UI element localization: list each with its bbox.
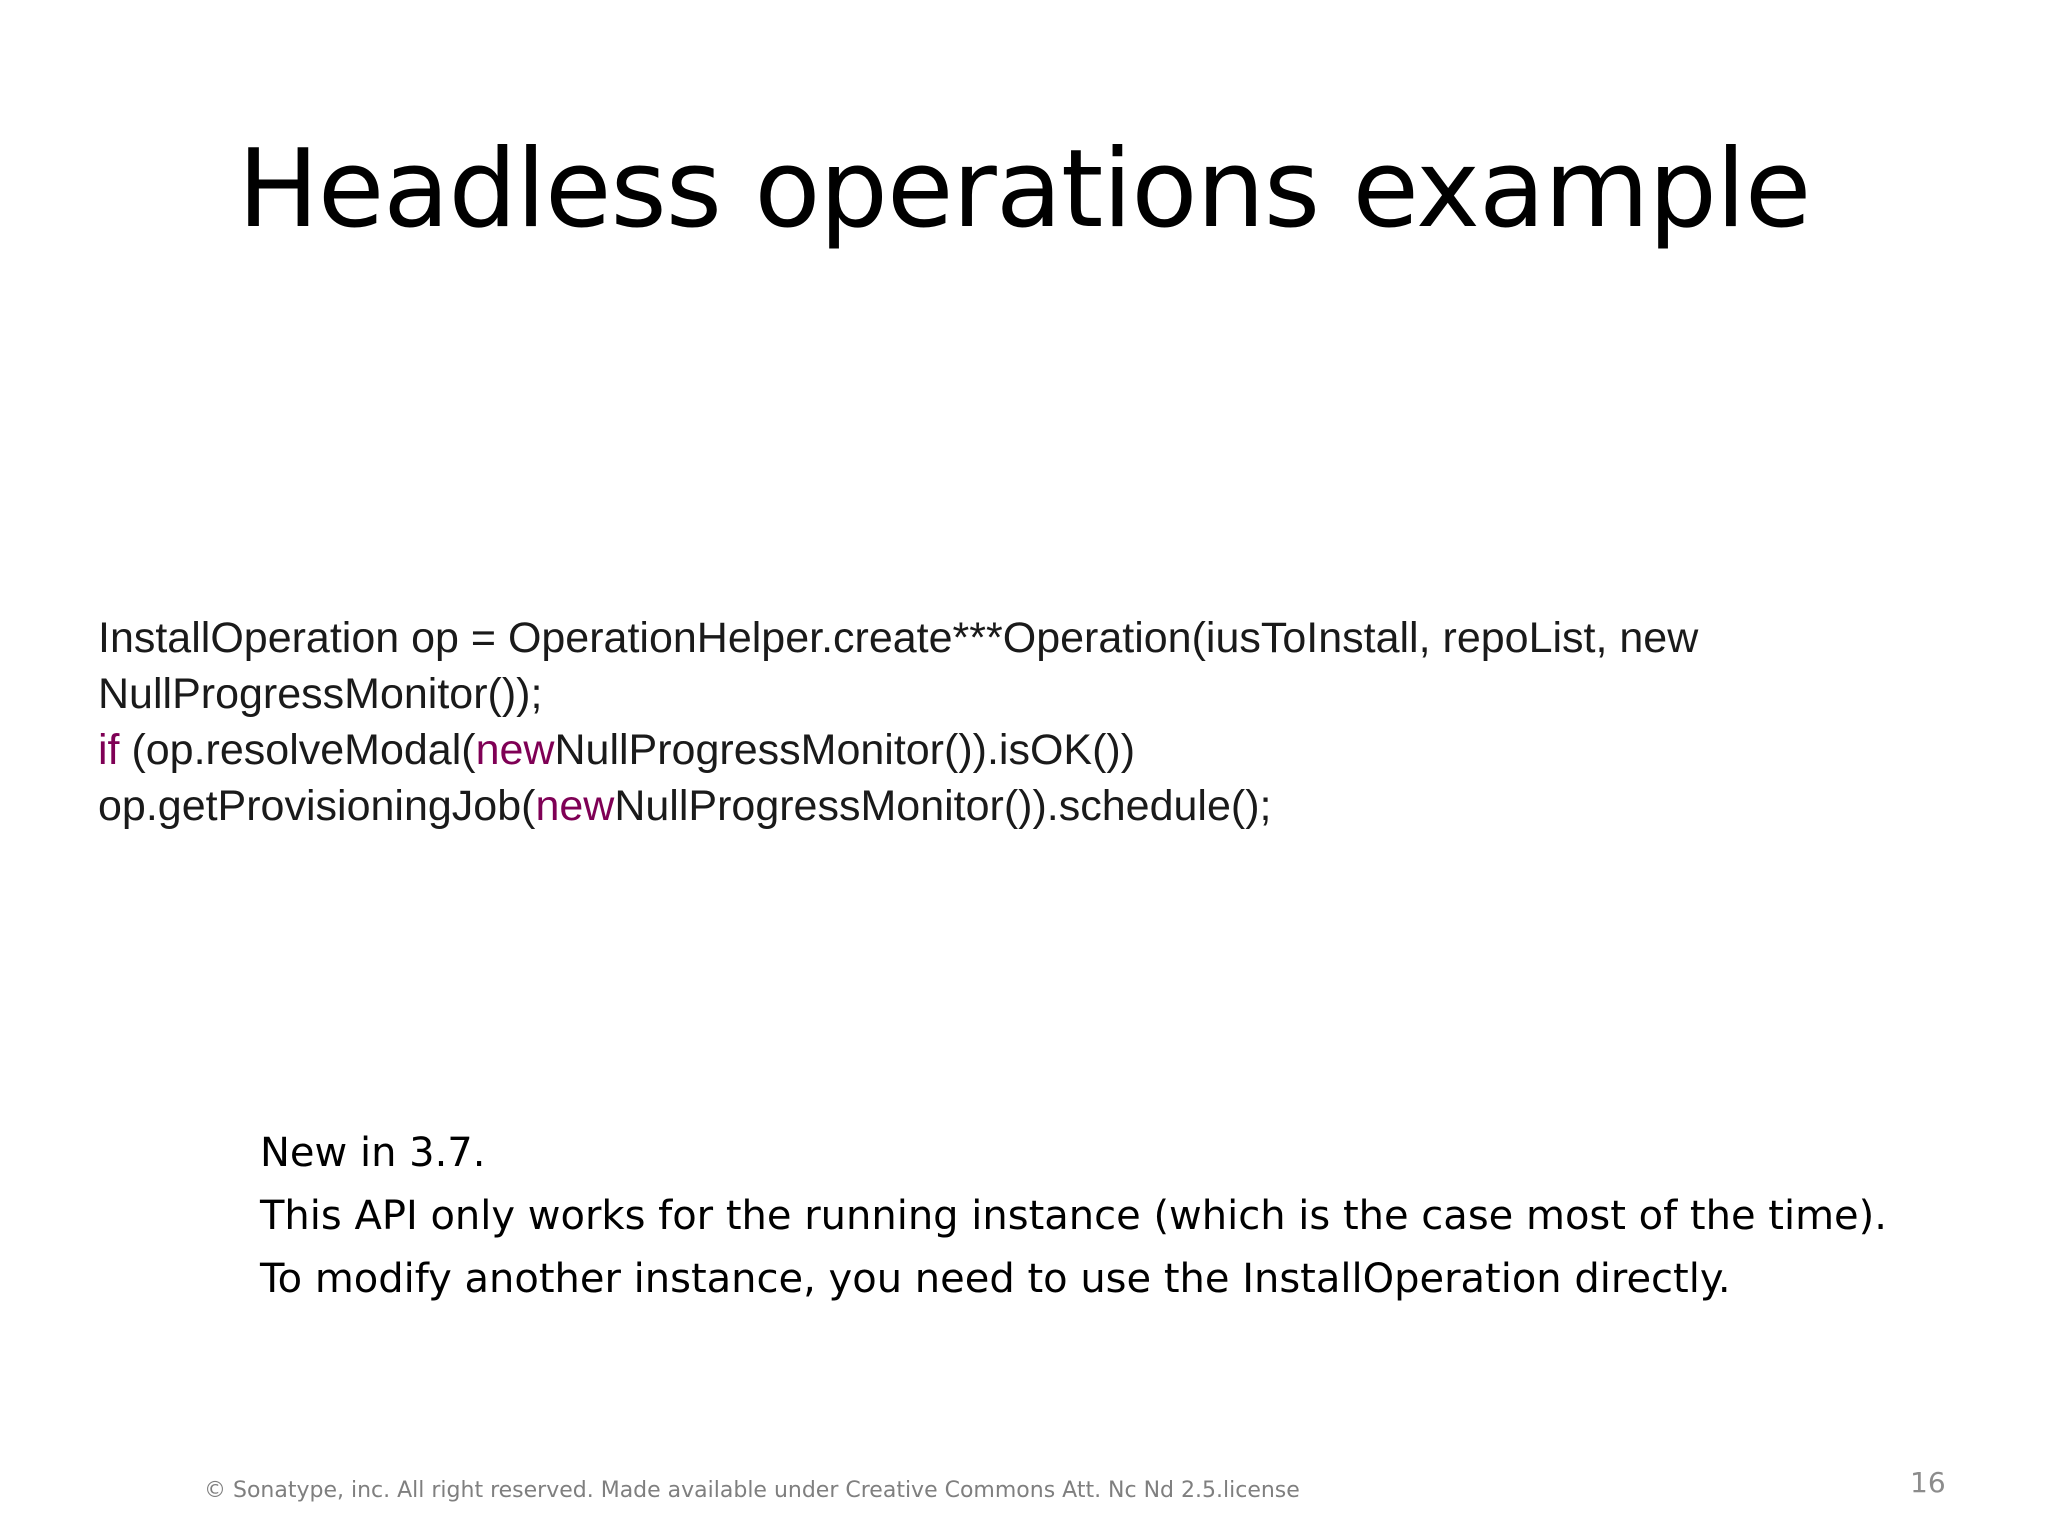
copyright-footer: © Sonatype, inc. All right reserved. Made available under Creative Commons Att. Nc Nd 2.5.license bbox=[204, 1478, 1300, 1503]
notes-block bbox=[260, 1122, 2020, 1311]
page-number: 16 bbox=[1910, 1466, 1946, 1499]
code-line-1: InstallOperation op = OperationHelper.create***Operation(iusToInstall, repoList, new bbox=[98, 614, 1699, 662]
code-block bbox=[98, 610, 1958, 834]
note-line: This API only works for the running instance (which is the case most of the time). bbox=[260, 1193, 1887, 1239]
code-segment: NullProgressMonitor()).schedule(); bbox=[614, 782, 1272, 830]
slide-title: Headless operations example bbox=[237, 127, 1811, 252]
code-line-4 bbox=[98, 778, 1958, 834]
note-line: New in 3.7. bbox=[260, 1130, 486, 1176]
note-line: To modify another instance, you need to use the InstallOperation directly. bbox=[260, 1256, 1731, 1302]
code-segment: NullProgressMonitor()).isOK()) bbox=[554, 726, 1136, 774]
keyword-new: new bbox=[535, 782, 615, 830]
code-segment: op.getProvisioningJob( bbox=[98, 782, 536, 830]
keyword-new: new bbox=[475, 726, 555, 774]
code-line-2: NullProgressMonitor()); bbox=[98, 670, 543, 718]
keyword-if: if bbox=[98, 726, 120, 774]
code-segment: (op.resolveModal( bbox=[119, 726, 476, 774]
code-line-3 bbox=[98, 722, 1958, 778]
